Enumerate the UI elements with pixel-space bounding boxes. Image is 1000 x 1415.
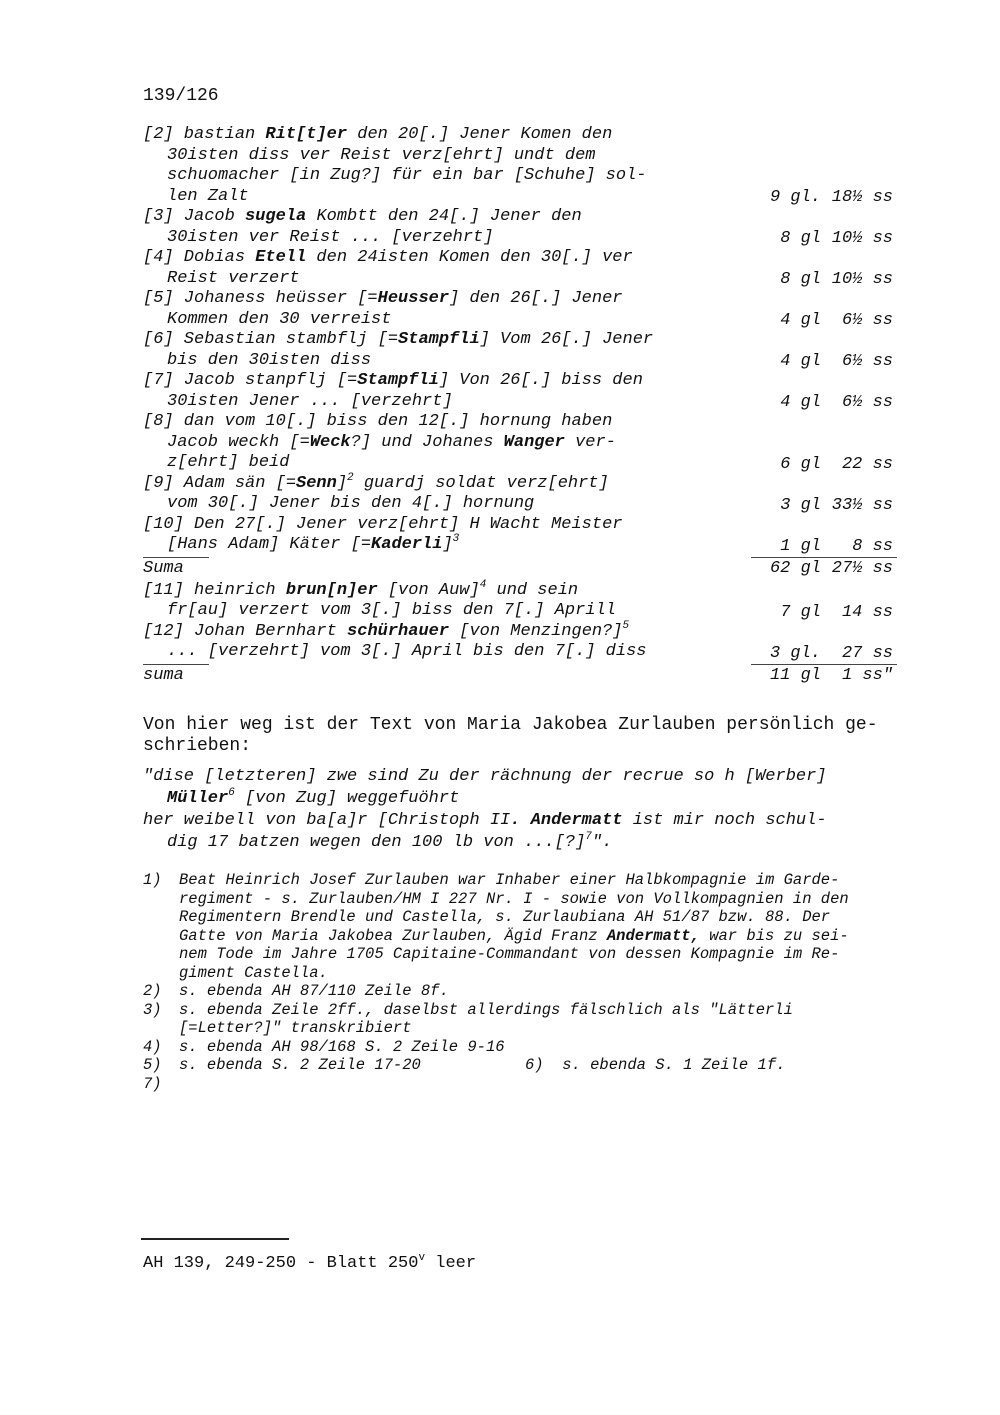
intro-text <box>143 715 913 757</box>
entry-line: fr[au] verzert vom 3[.] biss den 7[.] Aprill <box>167 601 616 620</box>
sum-row-2 <box>143 663 903 688</box>
entry-line: [6] Sebastian stambflj [=Stampfli] Vom 26[.] Jener <box>143 330 654 349</box>
footnote-line <box>179 1075 913 1094</box>
ledger-entry <box>143 289 903 330</box>
sum-gl: 62 gl <box>769 558 821 578</box>
footnote-line: s. ebenda AH 87/110 Zeile 8f. <box>179 982 449 1000</box>
ledger-entry <box>143 125 903 207</box>
entry-amount <box>751 537 901 556</box>
quote-block <box>143 766 913 854</box>
sum-gl: 11 gl <box>769 665 821 685</box>
footnote-line: [=Letter?]" transkribiert <box>179 1019 412 1037</box>
amount-ss: 27 ss <box>841 643 893 663</box>
ledger-entries-2 <box>143 578 903 663</box>
amount-ss: 8 ss <box>852 536 893 556</box>
ledger-entry <box>143 515 903 556</box>
quote-line: Müller$^6$ [von Zug] weggefuöhrt <box>167 787 460 808</box>
sum-ss: 1 ss" <box>841 665 893 685</box>
amount-gl: 4 gl <box>780 311 821 330</box>
ledger-entry <box>143 248 903 289</box>
ledger-entry <box>143 330 903 371</box>
amount-gl: 7 gl <box>780 602 821 622</box>
footnote-number: 2) <box>143 982 162 1000</box>
footnote-line: giment Castella. <box>179 963 328 982</box>
entry-line: [2] bastian Rit[t]er den 20[.] Jener Komen den <box>143 125 613 144</box>
sum-label: suma <box>143 665 184 685</box>
footer-rule <box>141 1238 289 1240</box>
entry-line: vom 30[.] Jener bis den 4[.] hornung <box>167 494 535 513</box>
amount-gl: 3 gl <box>780 495 821 515</box>
sum-label: Suma <box>143 558 184 578</box>
entry-amount <box>751 188 901 207</box>
entry-line: len Zalt <box>167 186 249 206</box>
footnote <box>143 871 913 982</box>
amount-ss: 6½ ss <box>841 311 893 330</box>
amount-gl: 6 gl <box>780 454 821 474</box>
footnote-line: Gatte von Maria Jakobea Zurlauben, Ägid Franz Andermatt, war bis zu sei- <box>179 926 849 945</box>
footnotes <box>143 871 913 1093</box>
ledger-entry <box>143 578 903 622</box>
entry-line: Reist verzert <box>167 268 300 288</box>
amount-ss: 22 ss <box>841 454 893 474</box>
ledger <box>143 125 903 688</box>
footnote-line: nem Tode im Jahre 1705 Capitaine-Commandant von dessen Kompagnie im Re- <box>179 945 840 963</box>
ledger-entry <box>143 619 903 663</box>
entry-amount <box>751 393 901 412</box>
amount-gl: 4 gl <box>780 352 821 371</box>
footnote <box>143 982 913 1001</box>
footer <box>143 1254 476 1273</box>
footnote <box>143 1001 913 1038</box>
entry-amount <box>751 352 901 371</box>
quote-line: "dise [letzteren] zwe sind Zu der rächnung der recrue so h [Werber] <box>143 767 827 786</box>
amount-gl: 1 gl <box>780 536 821 556</box>
intro-line-2: schrieben: <box>143 736 252 756</box>
entry-line: [12] Johan Bernhart schürhauer [von Menzingen?]$^5$ <box>143 619 630 641</box>
footnote-line: s. ebenda AH 98/168 S. 2 Zeile 9-16 <box>179 1037 505 1056</box>
amount-gl: 3 gl. <box>769 643 821 663</box>
entry-amount <box>751 270 901 289</box>
entry-line: [5] Johaness heüsser [=Heusser] den 26[.] Jener <box>143 289 623 308</box>
footnote-number: 3) <box>143 1000 162 1019</box>
footer-sup: v <box>418 1252 426 1264</box>
sum-amount <box>751 556 901 581</box>
entry-line: [Hans Adam] Käter [=Kaderli]$^3$ <box>167 533 460 554</box>
entry-amount <box>751 644 901 663</box>
footnote-number: 5) <box>143 1056 162 1074</box>
footnote-number: 1) <box>143 871 162 889</box>
sum-ss: 27½ ss <box>831 558 893 578</box>
entry-line: schuomacher [in Zug?] für ein bar [Schuhe] sol- <box>167 166 647 185</box>
entry-line: [9] Adam sän [=Senn]$^2$ guardj soldat verz[ehrt] <box>143 471 609 493</box>
amount-ss: 33½ ss <box>831 495 893 515</box>
footer-end: leer <box>425 1254 477 1273</box>
amount-gl: 8 gl <box>780 270 821 289</box>
entry-line: [11] heinrich brun[n]er [von Auw]$^4$ und sein <box>143 578 579 600</box>
entry-amount <box>751 311 901 330</box>
amount-gl: 4 gl <box>780 393 821 412</box>
entry-line: [7] Jacob stanpflj [=Stampfli] Von 26[.] biss den <box>143 371 643 390</box>
footer-text: AH 139, 249-250 - Blatt 250 <box>143 1254 419 1273</box>
amount-ss: 18½ ss <box>831 188 893 207</box>
ledger-entries <box>143 125 903 556</box>
intro-line-1: Von hier weg ist der Text von Maria Jakobea Zurlauben persönlich ge- <box>143 715 878 735</box>
quote-line: dig 17 batzen wegen den 100 lb von ...[?]$^7$". <box>167 831 613 852</box>
footnote-number: 7) <box>143 1074 162 1093</box>
ledger-entry <box>143 412 903 474</box>
amount-ss: 14 ss <box>841 602 893 622</box>
footnote-line: Regimentern Brendle und Castella, s. Zurlaubiana AH 51/87 bzw. 88. Der <box>179 908 831 926</box>
ledger-entry <box>143 371 903 412</box>
entry-amount <box>751 603 901 622</box>
footnote-number: 4) <box>143 1037 162 1056</box>
entry-line: Jacob weckh [=Weck?] und Johanes Wanger ver- <box>167 432 616 452</box>
footnote <box>143 1038 913 1057</box>
entry-line: 30isten Jener ... [verzehrt] <box>167 391 453 411</box>
footnote <box>143 1075 913 1094</box>
amount-ss: 6½ ss <box>841 352 893 371</box>
entry-amount <box>751 229 901 248</box>
footnote-6: 6) s. ebenda S. 1 Zeile 1f. <box>525 1056 786 1074</box>
entry-amount <box>751 496 901 515</box>
ledger-entry <box>143 207 903 248</box>
entry-line: ... [verzehrt] vom 3[.] April bis den 7[.] diss <box>167 642 647 661</box>
footnote-line: regiment - s. Zurlauben/HM I 227 Nr. I - sowie von Vollkompagnien in den <box>179 889 849 908</box>
footnote-line: Beat Heinrich Josef Zurlauben war Inhaber einer Halbkompagnie im Garde- <box>179 871 840 889</box>
amount-gl: 9 gl. <box>769 188 821 207</box>
entry-line: 30isten ver Reist ... [verzehrt] <box>167 227 494 247</box>
ledger-entry <box>143 471 903 515</box>
entry-line: Kommen den 30 verreist <box>167 309 392 329</box>
footnote-line: s. ebenda S. 2 Zeile 17-20 6) s. ebenda S. 1 Zeile 1f. <box>179 1056 786 1074</box>
amount-ss: 6½ ss <box>841 393 893 412</box>
quote-line: her weibell von ba[a]r [Christoph II. Andermatt ist mir noch schul- <box>143 811 827 830</box>
entry-line: [4] Dobias Etell den 24isten Komen den 30[.] ver <box>143 248 633 267</box>
entry-line: bis den 30isten diss <box>167 350 372 370</box>
entry-line: [3] Jacob sugela Kombtt den 24[.] Jener den <box>143 207 582 226</box>
sum-row-1 <box>143 556 903 581</box>
entry-line: 30isten diss ver Reist verz[ehrt] undt dem <box>167 145 596 165</box>
amount-gl: 8 gl <box>780 229 821 248</box>
entry-line: z[ehrt] beid <box>167 453 290 472</box>
footnote-line: s. ebenda Zeile 2ff., daselbst allerdings fälschlich als "Lätterli <box>179 1000 793 1019</box>
entry-amount <box>751 455 901 474</box>
page-number: 139/126 <box>143 86 219 106</box>
entry-line: [8] dan vom 10[.] biss den 12[.] hornung haben <box>143 412 613 431</box>
footnote <box>143 1056 913 1075</box>
sum-amount <box>751 663 901 688</box>
amount-ss: 10½ ss <box>831 270 893 289</box>
entry-line: [10] Den 27[.] Jener verz[ehrt] H Wacht Meister <box>143 514 623 534</box>
amount-ss: 10½ ss <box>831 229 893 248</box>
